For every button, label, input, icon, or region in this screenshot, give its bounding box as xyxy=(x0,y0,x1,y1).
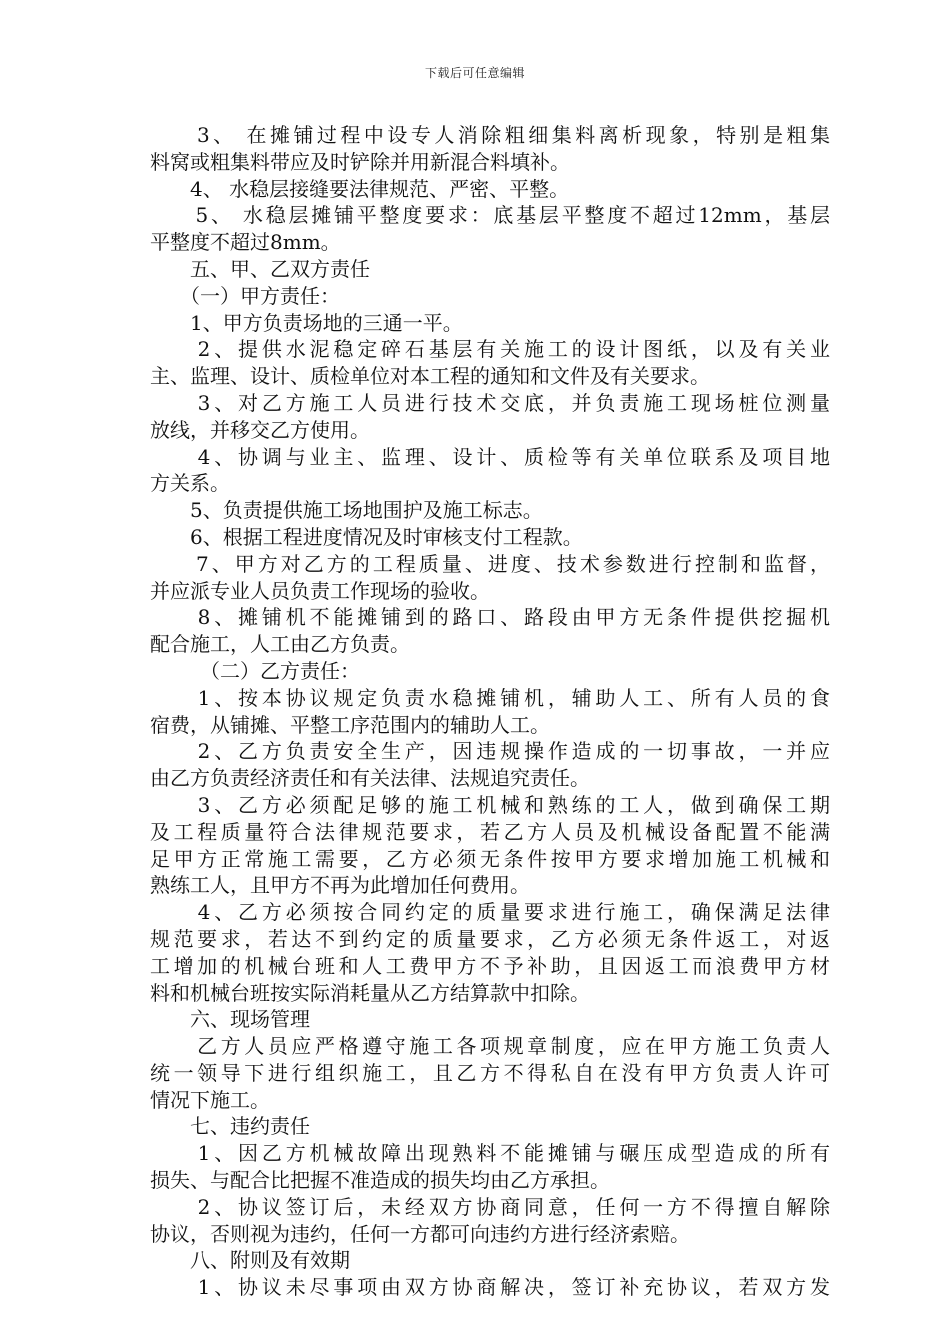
text-line: 统一领导下进行组织施工，且乙方不得私自在没有甲方负责人许可 xyxy=(150,1060,830,1085)
text-line: 主、监理、设计、质检单位对本工程的通知和文件及有关要求。 xyxy=(150,364,710,389)
text-line: 八、附则及有效期 xyxy=(150,1248,350,1273)
text-line: 协议，否则视为违约，任何一方都可向违约方进行经济索赔。 xyxy=(150,1221,690,1246)
text-line: 4、乙方必须按合同约定的质量要求进行施工，确保满足法律 xyxy=(150,900,830,925)
text-line: 平整度不超过8mm。 xyxy=(150,230,341,255)
text-line: 损失、与配合比把握不准造成的损失均由乙方承担。 xyxy=(150,1168,610,1193)
text-line: 并应派专业人员负责工作现场的验收。 xyxy=(150,578,490,603)
text-line: 1、甲方负责场地的三通一平。 xyxy=(150,310,463,335)
text-line: 3、对乙方施工人员进行技术交底，并负责施工现场桩位测量 xyxy=(150,390,830,415)
text-line: 足甲方正常施工需要，乙方必须无条件按甲方要求增加施工机械和 xyxy=(150,846,830,871)
text-line: 熟练工人，且甲方不再为此增加任何费用。 xyxy=(150,873,530,898)
text-line: 1、协议未尽事项由双方协商解决，签订补充协议，若双方发 xyxy=(150,1275,830,1300)
text-line: （二）乙方责任： xyxy=(150,658,360,683)
text-line: 3、乙方必须配足够的施工机械和熟练的工人，做到确保工期 xyxy=(150,792,830,817)
text-line: 由乙方负责经济责任和有关法律、法规追究责任。 xyxy=(150,766,590,791)
text-line: 方关系。 xyxy=(150,471,230,496)
text-line: 五、甲、乙双方责任 xyxy=(150,256,370,281)
text-line: 七、违约责任 xyxy=(150,1114,310,1139)
text-line: 7、甲方对乙方的工程质量、进度、技术参数进行控制和监督， xyxy=(150,551,830,576)
text-line: 及工程质量符合法律规范要求，若乙方人员及机械设备配置不能满 xyxy=(150,819,830,844)
text-line: 5、负责提供施工场地围护及施工标志。 xyxy=(150,498,543,523)
text-line: 1、按本协议规定负责水稳摊铺机，辅助人工、所有人员的食 xyxy=(150,685,830,710)
text-line: （一）甲方责任： xyxy=(150,283,340,308)
text-line: 配合施工，人工由乙方负责。 xyxy=(150,632,410,657)
text-line: 六、现场管理 xyxy=(150,1007,310,1032)
text-line: 宿费，从铺摊、平整工序范围内的辅助人工。 xyxy=(150,712,550,737)
text-line: 料窝或粗集料带应及时铲除并用新混合料填补。 xyxy=(150,149,570,174)
text-line: 4、 水稳层接缝要法律规范、严密、平整。 xyxy=(150,176,570,201)
text-line: 2、提供水泥稳定碎石基层有关施工的设计图纸，以及有关业 xyxy=(150,337,830,362)
document-body xyxy=(150,122,830,1301)
page-header: 下载后可任意编辑 xyxy=(424,66,525,80)
text-line: 规范要求，若达不到约定的质量要求，乙方必须无条件返工，对返 xyxy=(150,926,830,951)
text-line: 4、协调与业主、监理、设计、质检等有关单位联系及项目地 xyxy=(150,444,830,469)
text-line: 2、乙方负责安全生产，因违规操作造成的一切事故，一并应 xyxy=(150,739,830,764)
text-line: 乙方人员应严格遵守施工各项规章制度，应在甲方施工负责人 xyxy=(150,1034,830,1059)
text-line: 工增加的机械台班和人工费甲方不予补助，且因返工而浪费甲方材 xyxy=(150,953,830,978)
text-line: 2、协议签订后，未经双方协商同意，任何一方不得擅自解除 xyxy=(150,1194,830,1219)
text-line: 8、摊铺机不能摊铺到的路口、路段由甲方无条件提供挖掘机 xyxy=(150,605,830,630)
text-line: 情况下施工。 xyxy=(150,1087,270,1112)
text-line: 料和机械台班按实际消耗量从乙方结算款中扣除。 xyxy=(150,980,590,1005)
text-line: 放线，并移交乙方使用。 xyxy=(150,417,370,442)
text-line: 1、因乙方机械故障出现熟料不能摊铺与碾压成型造成的所有 xyxy=(150,1141,830,1166)
text-line: 6、根据工程进度情况及时审核支付工程款。 xyxy=(150,524,583,549)
text-line: 3、 在摊铺过程中设专人消除粗细集料离析现象，特别是粗集 xyxy=(150,123,830,147)
text-line: 5、 水稳层摊铺平整度要求：底基层平整度不超过12mm，基层 xyxy=(150,203,830,228)
